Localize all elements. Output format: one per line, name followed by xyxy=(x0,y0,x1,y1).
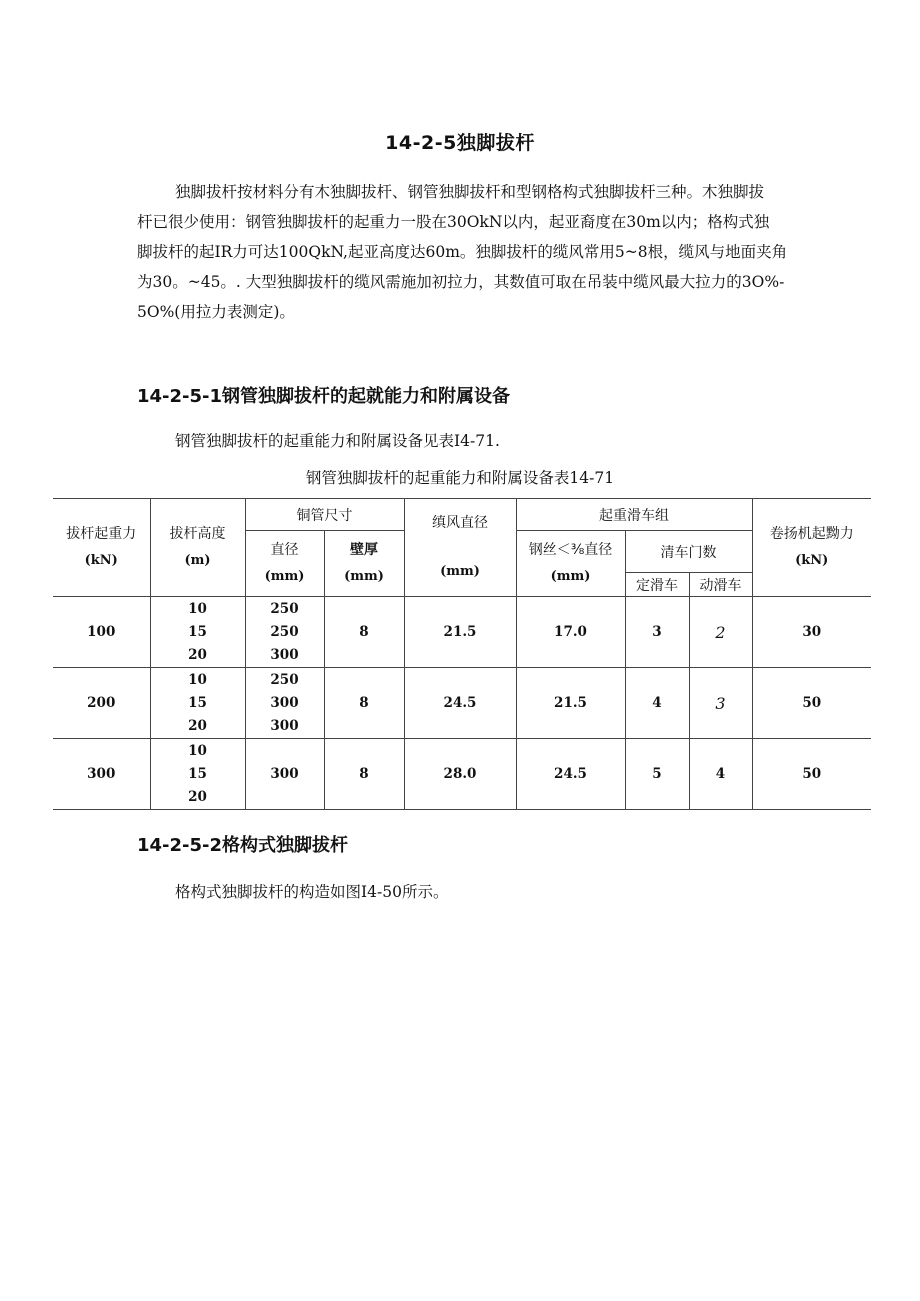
header-pulley-count: 清车门数 xyxy=(625,531,752,573)
table-row xyxy=(53,597,871,668)
cell-diameters: 250 250 300 xyxy=(245,597,324,668)
header-capacity: 拔杆起重力 (kN) xyxy=(53,499,150,597)
section-heading-2: 14-2-5-2格构式独脚拔杆 xyxy=(137,835,349,856)
cell-diameters: 300 xyxy=(245,739,324,810)
cell-moving: 4 xyxy=(689,739,752,810)
header-guy-diameter: 缜风直径 (mm) xyxy=(404,499,516,597)
header-pipe-size: 铜管尺寸 xyxy=(245,499,404,531)
intro-line: 杆已很少使用：钢管独脚拔杆的起重力一股在30OkN以内，起亚裔度在30m以内；格构式独 xyxy=(137,213,770,231)
cell-moving: 3 xyxy=(689,668,752,739)
cell-wall: 8 xyxy=(324,739,404,810)
cell-fixed: 3 xyxy=(625,597,689,668)
page-title: 14-2-5独脚拔杆 xyxy=(385,132,535,154)
table-caption: 钢管独脚拔杆的起重能力和附属设备表14-71 xyxy=(305,469,615,487)
intro-line: 独脚拔杆按材料分有木独脚拔杆、钢管独脚拔杆和型钢格构式独脚拔杆三种。木独脚拔 xyxy=(175,183,765,201)
intro-line: 为30。~45。. 大型独脚拔杆的缆风需施加初拉力，其数值可取在吊装中缆风最大拉力的3O%- xyxy=(137,273,785,291)
cell-rope: 24.5 xyxy=(516,739,625,810)
cell-guy: 21.5 xyxy=(404,597,516,668)
cell-heights: 10 15 20 xyxy=(150,597,245,668)
header-moving-pulley: 动滑车 xyxy=(689,573,752,597)
header-diameter: 直径 (mm) xyxy=(245,531,324,597)
cell-diameters: 250 300 300 xyxy=(245,668,324,739)
cell-winch: 50 xyxy=(752,668,871,739)
cell-fixed: 4 xyxy=(625,668,689,739)
intro-paragraph xyxy=(137,177,872,327)
table-row xyxy=(53,739,871,810)
cell-capacity: 300 xyxy=(53,739,150,810)
section-text-1: 钢管独脚拔杆的起重能力和附属设备见表I4-71. xyxy=(175,432,500,450)
cell-capacity: 200 xyxy=(53,668,150,739)
cell-rope: 17.0 xyxy=(516,597,625,668)
cell-moving: 2 xyxy=(689,597,752,668)
header-fixed-pulley: 定滑车 xyxy=(625,573,689,597)
cell-winch: 30 xyxy=(752,597,871,668)
header-wall: 壁厚 (mm) xyxy=(324,531,404,597)
section-heading-1: 14-2-5-1钢管独脚拔杆的起就能力和附属设备 xyxy=(137,386,511,407)
cell-guy: 28.0 xyxy=(404,739,516,810)
cell-guy: 24.5 xyxy=(404,668,516,739)
cell-wall: 8 xyxy=(324,597,404,668)
header-winch: 卷扬机起黝力 (kN) xyxy=(752,499,871,597)
header-pulley-group: 起重滑车组 xyxy=(516,499,752,531)
table-row xyxy=(53,668,871,739)
cell-capacity: 100 xyxy=(53,597,150,668)
cell-rope: 21.5 xyxy=(516,668,625,739)
intro-line: 脚拔杆的起IR力可达100QkN,起亚高度达60m。独脚拔杆的缆风常用5~8根，缆风与地面夹角 xyxy=(137,243,788,261)
cell-heights: 10 15 20 xyxy=(150,668,245,739)
capacity-table xyxy=(53,498,871,810)
section-text-2: 格构式独脚拔杆的构造如图I4-50所示。 xyxy=(175,883,449,901)
cell-wall: 8 xyxy=(324,668,404,739)
cell-winch: 50 xyxy=(752,739,871,810)
cell-fixed: 5 xyxy=(625,739,689,810)
header-rope-diameter: 钢丝＜⅜直径 (mm) xyxy=(516,531,625,597)
intro-line: 5O%(用拉力表测定)。 xyxy=(137,303,295,321)
cell-heights: 10 15 20 xyxy=(150,739,245,810)
header-height: 拔杆高度 (m) xyxy=(150,499,245,597)
